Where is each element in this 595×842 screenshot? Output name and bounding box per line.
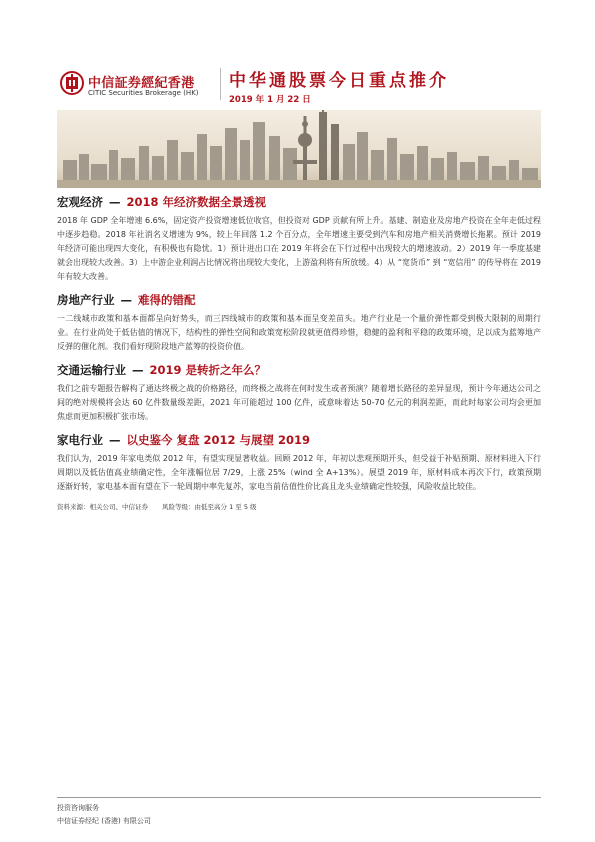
footer-company: 中信证券经纪 (香港) 有限公司	[57, 817, 151, 825]
source-note	[57, 502, 541, 511]
skyline-banner	[57, 110, 541, 188]
section-title: 房地产行业	[57, 293, 115, 307]
section-heading	[57, 362, 541, 378]
report-title: 中华通股票今日重点推介	[229, 71, 449, 91]
section-dash: —	[120, 293, 133, 307]
citic-logo-icon	[60, 71, 84, 95]
section-body: 我们之前专题报告解构了通达终极之战的价格路径，而终极之战将在何时发生或者预演？随着增长路径的差异显现，预计今年通达公司之间的绝对规模将会达 60 亿件数量级差距，2021 年可能超过 100 亿件，或意味着达 50-70 亿元的利润差距，而此时每家公司均会更加焦虑而更加积极扩张市场。	[57, 384, 541, 421]
section-body: 2018 年 GDP 全年增速 6.6%，固定资产投资增速低位收官，但投资对 GDP 贡献有所上升。基建、制造业及房地产投资在全年走低过程中逐步趋稳。2018 年社消名义增速为 9%，较上年回落 1.2 个百分点，全年增速主要受到汽车和房地产相关消费增长拖累。预计 2019 年经济可能出现四大变化，有积极也有隐忧。1）预计进出口在 2019 年将会在下行过程中出现较大的增速波动。2）2019 年一季度基建就会出现较大改善。3）上中游企业利润占比情况将出现较大变化，上游盈利将有所放缓。4）从 “宽货币” 到 “宽信用” 的传导将在 2019 年有较大改善。	[57, 216, 541, 281]
section-body: 一二线城市政策和基本面都呈向好势头，而三四线城市的政策和基本面呈变差苗头。地产行业是一个量价弹性都受到极大限制的周期行业。在行业尚处于低估值的情况下，结构性的弹性空间和政策宽松阶段就更值得珍惜，稳健的盈利和平稳的政策环境，足以成为蓝筹地产反弹的催化剂。我们看好现阶段地产蓝筹的投资价值。	[57, 314, 541, 351]
section-subtitle: 以史鉴今 复盘 2012 与展望 2019	[126, 433, 311, 447]
section-dash: —	[109, 433, 121, 447]
section-title: 家电行业	[57, 433, 103, 447]
report-date: 2019 年 1 月 22 日	[229, 95, 311, 105]
company-logo-text: 中信証券經紀香港	[88, 76, 195, 91]
section-home-appliances	[57, 432, 541, 494]
section-title: 宏观经济	[57, 195, 103, 209]
company-logo-english: CITIC Securities Brokerage (HK)	[88, 89, 199, 97]
report-content	[57, 194, 541, 511]
section-subtitle: 2019 是转折之年么？	[149, 363, 267, 377]
data-source: 资料来源：相关公司、中信证券	[57, 503, 148, 511]
section-real-estate	[57, 292, 541, 354]
section-heading	[57, 292, 541, 308]
section-heading	[57, 432, 541, 448]
section-subtitle: 难得的错配	[138, 293, 196, 307]
city-skyline-image	[57, 110, 541, 188]
section-title: 交通运输行业	[57, 363, 126, 377]
risk-level-note: 风险等级：由低至高分 1 至 5 级	[162, 503, 257, 511]
section-body: 我们认为，2019 年家电类似 2012 年，有望实现显著收益。回顾 2012 年，年初以悲观预期开头，但受益于补贴预期、原材料进入下行周期以及低估值高业绩确定性，全年涨幅位居 7/29，上涨 25%（wind 全 A+13%）。展望 2019 年，原材料成本再次下行，政策预期逐渐好转，家电基本面有望在下一轮周期中率先复苏，家电当前估值性价比高且龙头业绩确定性较强，风险收益比较佳。	[57, 454, 541, 491]
section-dash: —	[109, 195, 121, 209]
footer-divider	[57, 797, 541, 798]
report-header	[0, 0, 595, 110]
section-macro-economy	[57, 194, 541, 284]
section-dash: —	[132, 363, 144, 377]
section-transportation	[57, 362, 541, 424]
section-subtitle: 2018 年经济数据全景透视	[126, 195, 267, 209]
footer-service: 投资咨询服务	[57, 804, 99, 812]
page-footer	[57, 797, 541, 828]
header-divider	[220, 68, 221, 100]
section-heading	[57, 194, 541, 210]
